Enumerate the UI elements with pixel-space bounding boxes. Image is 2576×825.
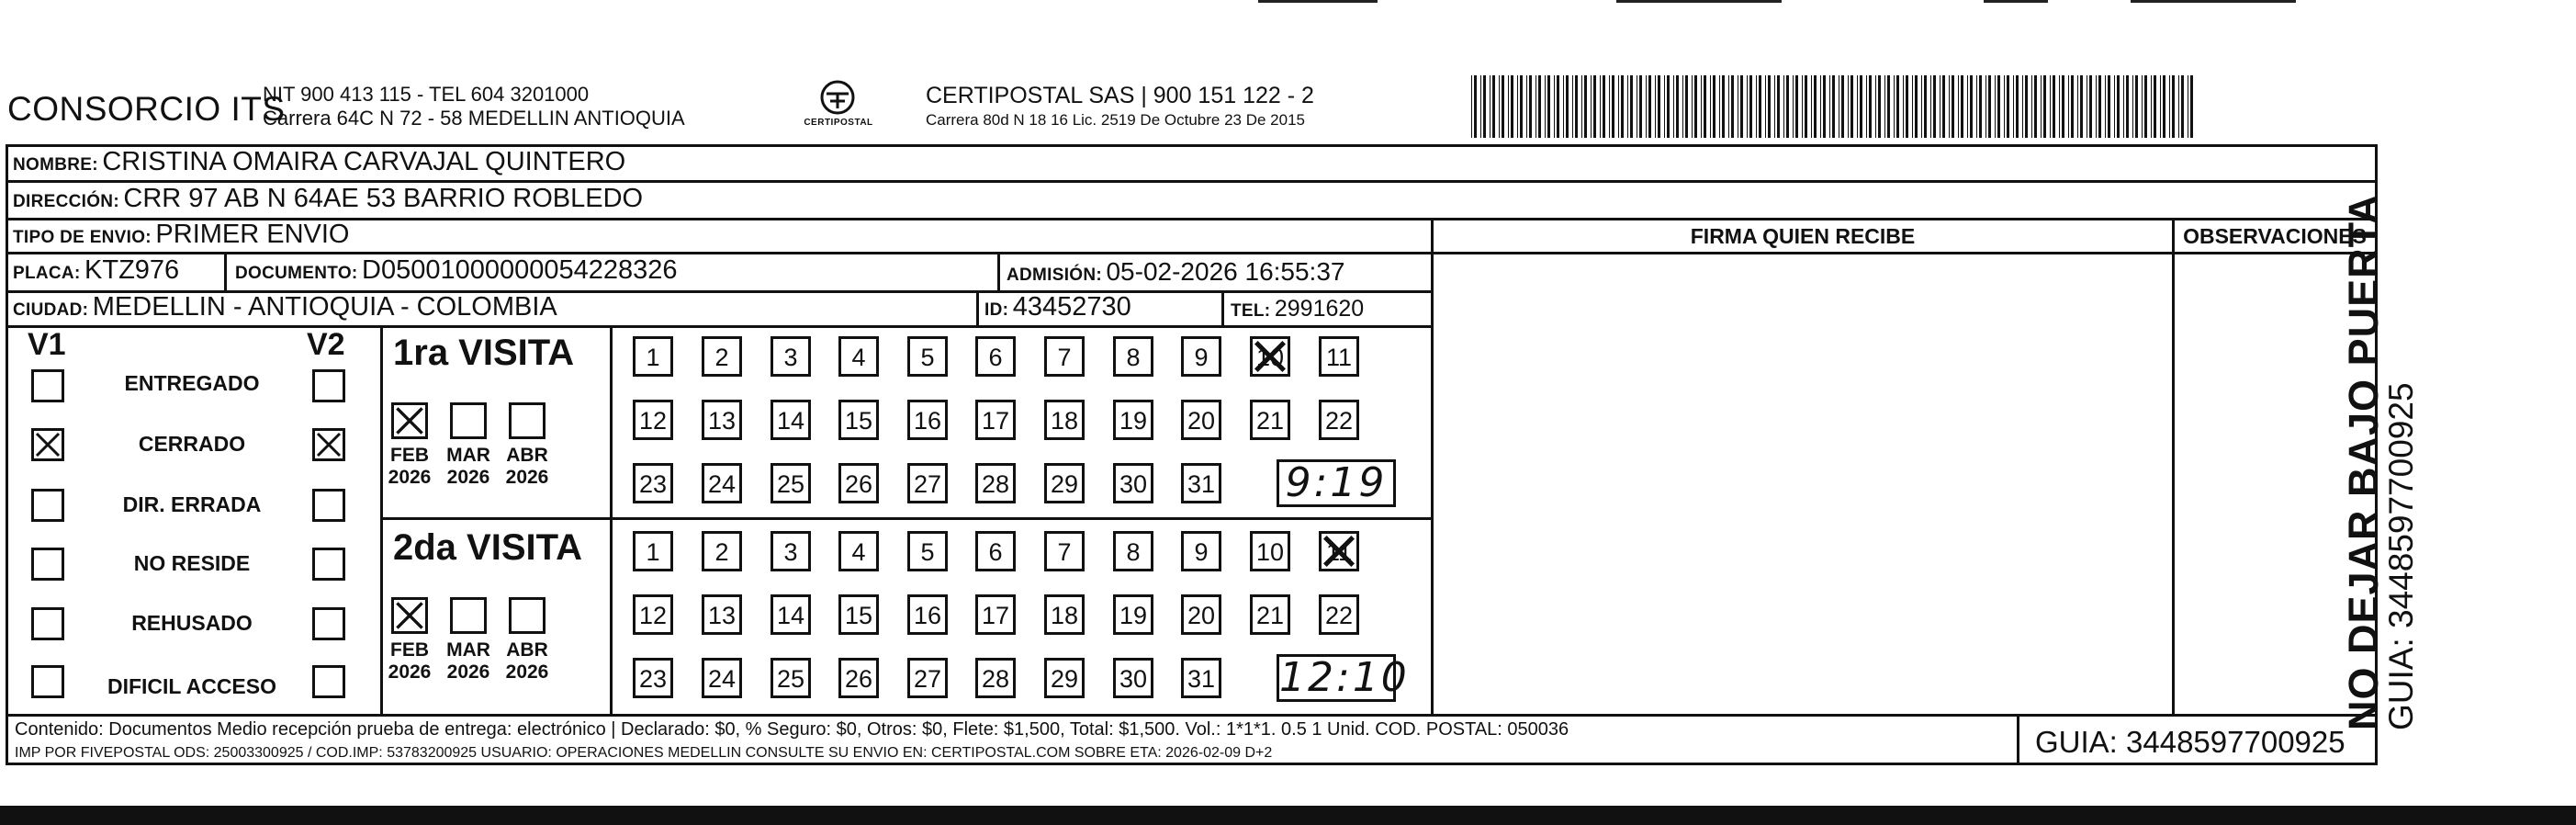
day-number: 19	[1119, 407, 1148, 435]
scan-edge	[0, 806, 2576, 825]
day-box[interactable]	[771, 658, 811, 698]
tel-value: 2991620	[1274, 296, 1365, 322]
day-number: 1	[646, 344, 660, 371]
day-number: 15	[844, 602, 873, 629]
day-number: 31	[1187, 665, 1216, 693]
handwritten-time: 9:19	[1285, 459, 1388, 506]
month-label	[500, 639, 555, 684]
day-number: 10	[1255, 538, 1285, 566]
v2-checkbox[interactable]	[312, 548, 345, 581]
day-number: 14	[776, 602, 805, 629]
day-number: 28	[981, 665, 1010, 693]
day-number: 13	[707, 407, 737, 435]
day-number: 8	[1126, 344, 1141, 371]
documento-label: DOCUMENTO:	[235, 264, 358, 283]
day-box[interactable]	[702, 463, 742, 503]
month-name: FEB	[390, 639, 429, 661]
day-box[interactable]	[633, 463, 673, 503]
v2-checkbox[interactable]	[312, 665, 345, 698]
day-box[interactable]	[1319, 400, 1359, 440]
day-box[interactable]	[907, 400, 948, 440]
firma-header: FIRMA QUIEN RECIBE	[1690, 224, 1916, 248]
v1-checkbox[interactable]	[31, 548, 64, 581]
day-box[interactable]	[702, 531, 742, 571]
day-box[interactable]	[1044, 658, 1085, 698]
day-box[interactable]	[1044, 336, 1085, 377]
x-mark-icon	[1253, 339, 1288, 374]
month-name: MAR	[446, 445, 490, 466]
status-label: REHUSADO	[131, 611, 253, 635]
v1-checkbox[interactable]	[31, 665, 64, 698]
day-number: 29	[1050, 665, 1079, 693]
day-box[interactable]	[975, 658, 1016, 698]
scan-line	[2131, 0, 2296, 3]
v2-checkbox[interactable]	[312, 369, 345, 402]
status-label: DIR. ERRADA	[122, 492, 262, 516]
day-number: 7	[1057, 538, 1072, 566]
day-box[interactable]	[838, 594, 879, 635]
month-label	[441, 445, 496, 489]
day-box[interactable]	[1181, 531, 1221, 571]
month-year: 2026	[505, 661, 549, 683]
x-mark-icon	[34, 431, 62, 458]
day-number: 23	[638, 470, 668, 498]
day-box[interactable]	[1044, 400, 1085, 440]
footer-guia: GUIA: 3448597700925	[2035, 725, 2345, 759]
admision-cell	[1007, 257, 1344, 287]
day-box[interactable]	[1250, 400, 1290, 440]
ciudad-cell	[13, 292, 557, 322]
day-number: 2	[714, 538, 729, 566]
carrier-license: Carrera 80d N 18 16 Lic. 2519 De Octubre 23 De 2015	[926, 111, 1305, 129]
day-number: 16	[913, 602, 942, 629]
carrier-name: CERTIPOSTAL SAS | 900 151 122 - 2	[926, 83, 1314, 108]
day-box[interactable]	[771, 594, 811, 635]
status-label: NO RESIDE	[133, 551, 251, 575]
day-box[interactable]	[1113, 336, 1153, 377]
day-number: 11	[1325, 344, 1353, 371]
day-box[interactable]	[1181, 658, 1221, 698]
day-box[interactable]	[1319, 594, 1359, 635]
id-label: ID:	[984, 300, 1009, 320]
status-label: DIFICIL ACCESO	[107, 674, 276, 698]
month-year: 2026	[446, 661, 490, 683]
day-box[interactable]	[907, 594, 948, 635]
month-checkbox[interactable]	[391, 597, 428, 634]
day-box[interactable]	[633, 336, 673, 377]
day-box[interactable]	[633, 531, 673, 571]
day-number: 10	[1255, 344, 1285, 371]
day-box[interactable]	[975, 594, 1016, 635]
v1-label: V1	[28, 327, 66, 362]
day-number: 15	[844, 407, 873, 435]
month-checkbox[interactable]	[509, 597, 546, 634]
day-number: 21	[1255, 407, 1285, 435]
day-box[interactable]	[702, 336, 742, 377]
x-mark-icon	[394, 600, 425, 631]
day-box[interactable]	[1181, 594, 1221, 635]
id-value: 43452730	[1012, 292, 1131, 322]
month-name: ABR	[506, 639, 548, 661]
day-box[interactable]	[1113, 400, 1153, 440]
direccion-row	[13, 184, 643, 214]
direccion-value: CRR 97 AB N 64AE 53 BARRIO ROBLEDO	[123, 184, 644, 213]
day-number: 4	[851, 344, 866, 371]
direccion-label: DIRECCIÓN:	[13, 192, 119, 211]
day-number: 3	[783, 538, 798, 566]
time-box[interactable]	[1277, 459, 1396, 507]
month-label	[382, 639, 437, 684]
day-box[interactable]	[771, 400, 811, 440]
day-number: 9	[1194, 344, 1209, 371]
v1-checkbox[interactable]	[31, 369, 64, 402]
day-number: 27	[913, 665, 942, 693]
month-label	[441, 639, 496, 684]
tipo-value: PRIMER ENVIO	[155, 220, 350, 249]
day-box[interactable]	[1250, 336, 1290, 377]
day-number: 5	[920, 344, 935, 371]
status-label: CERRADO	[138, 432, 246, 456]
day-number: 25	[776, 470, 805, 498]
logo-text: CERTIPOSTAL	[804, 118, 873, 128]
day-number: 19	[1119, 602, 1148, 629]
content-line: Contenido: Documentos Medio recepción prueba de entrega: electrónico | Declarado: $0, % Seguro: $0, Otros: $0, Flete: $1,500, Total: $1,500. Vol.: 1*1*1. 0.5 1 Unid. COD. POSTAL: 050036	[15, 719, 1569, 740]
day-number: 5	[920, 538, 935, 566]
month-checkbox[interactable]	[450, 402, 487, 439]
day-number: 22	[1324, 407, 1354, 435]
day-number: 30	[1119, 665, 1148, 693]
day-number: 18	[1050, 407, 1079, 435]
tel-label: TEL:	[1231, 301, 1271, 321]
day-number: 26	[844, 665, 873, 693]
admision-value: 05-02-2026 16:55:37	[1106, 257, 1345, 286]
day-number: 12	[638, 407, 668, 435]
day-number: 30	[1119, 470, 1148, 498]
day-number: 24	[707, 665, 737, 693]
day-number: 13	[707, 602, 737, 629]
v1-checkbox[interactable]	[31, 489, 64, 522]
day-box[interactable]	[771, 531, 811, 571]
day-number: 1	[646, 538, 660, 566]
tipo-row	[13, 220, 350, 250]
v2-checkbox[interactable]	[312, 489, 345, 522]
day-box[interactable]	[771, 463, 811, 503]
visit-title: 1ra VISITA	[393, 333, 575, 373]
day-number: 7	[1057, 344, 1072, 371]
month-label	[500, 445, 555, 489]
day-number: 24	[707, 470, 737, 498]
day-number: 29	[1050, 470, 1079, 498]
day-box[interactable]	[907, 336, 948, 377]
day-box[interactable]	[838, 531, 879, 571]
month-name: MAR	[446, 639, 490, 661]
day-box[interactable]	[907, 658, 948, 698]
day-box[interactable]	[1044, 531, 1085, 571]
time-box[interactable]	[1277, 654, 1410, 702]
day-box[interactable]	[702, 400, 742, 440]
side-notice	[2340, 194, 2421, 730]
day-box[interactable]	[1181, 400, 1221, 440]
day-number: 28	[981, 470, 1010, 498]
day-number: 4	[851, 538, 866, 566]
day-box[interactable]	[975, 336, 1016, 377]
day-number: 20	[1187, 602, 1216, 629]
month-name: FEB	[390, 445, 429, 466]
placa-label: PLACA:	[13, 264, 81, 283]
day-number: 17	[981, 602, 1010, 629]
v2-label: V2	[307, 327, 345, 362]
day-box[interactable]	[838, 400, 879, 440]
tel-cell	[1231, 296, 1364, 322]
scan-line	[1258, 0, 1378, 3]
day-box[interactable]	[633, 658, 673, 698]
day-number: 3	[783, 344, 798, 371]
day-number: 8	[1126, 538, 1141, 566]
day-number: 23	[638, 665, 668, 693]
day-box[interactable]	[1181, 336, 1221, 377]
day-number: 25	[776, 665, 805, 693]
placa-value: KTZ976	[84, 255, 180, 285]
month-year: 2026	[388, 661, 432, 683]
month-checkbox[interactable]	[391, 402, 428, 439]
day-box[interactable]	[1319, 336, 1359, 377]
month-year: 2026	[446, 467, 490, 488]
v2-checkbox[interactable]	[312, 428, 345, 461]
ciudad-label: CIUDAD:	[13, 300, 89, 320]
day-box[interactable]	[771, 336, 811, 377]
day-box[interactable]	[838, 463, 879, 503]
month-checkbox[interactable]	[509, 402, 546, 439]
side-guia: GUIA: 3448597700925	[2382, 382, 2420, 730]
day-box[interactable]	[975, 463, 1016, 503]
day-box[interactable]	[907, 531, 948, 571]
placa-cell	[13, 255, 179, 286]
month-name: ABR	[506, 445, 548, 466]
day-number: 27	[913, 470, 942, 498]
ciudad-value: MEDELLIN - ANTIOQUIA - COLOMBIA	[92, 292, 557, 322]
month-year: 2026	[505, 467, 549, 488]
x-mark-icon	[1322, 534, 1356, 569]
day-box[interactable]	[1250, 531, 1290, 571]
month-label	[382, 445, 437, 489]
handwritten-time: 12:10	[1279, 654, 1410, 701]
day-box[interactable]	[838, 336, 879, 377]
x-mark-icon	[394, 405, 425, 436]
v2-checkbox[interactable]	[312, 607, 345, 640]
nombre-value: CRISTINA OMAIRA CARVAJAL QUINTERO	[102, 147, 626, 176]
day-number: 9	[1194, 538, 1209, 566]
day-box[interactable]	[1113, 463, 1153, 503]
scan-line	[1616, 0, 1782, 3]
day-number: 2	[714, 344, 729, 371]
v1-checkbox[interactable]	[31, 607, 64, 640]
v1-checkbox[interactable]	[31, 428, 64, 461]
day-box[interactable]	[1044, 594, 1085, 635]
day-number: 17	[981, 407, 1010, 435]
visit-title: 2da VISITA	[393, 527, 582, 568]
documento-value: D05001000000054228326	[362, 255, 678, 285]
day-box[interactable]	[1113, 658, 1153, 698]
day-number: 31	[1187, 470, 1216, 498]
admision-label: ADMISIÓN:	[1007, 266, 1103, 285]
company-name: CONSORCIO ITS	[7, 90, 286, 128]
day-box[interactable]	[1319, 531, 1359, 571]
id-cell	[984, 292, 1131, 322]
day-box[interactable]	[1250, 594, 1290, 635]
side-warning: NO DEJAR BAJO PUERTA	[2340, 193, 2387, 730]
day-number: 11	[1325, 538, 1353, 566]
day-number: 16	[913, 407, 942, 435]
status-label: ENTREGADO	[124, 371, 260, 395]
day-box[interactable]	[975, 400, 1016, 440]
x-mark-icon	[315, 431, 343, 458]
day-box[interactable]	[1113, 531, 1153, 571]
day-number: 26	[844, 470, 873, 498]
day-box[interactable]	[702, 658, 742, 698]
day-box[interactable]	[633, 400, 673, 440]
day-box[interactable]	[975, 531, 1016, 571]
imp-line: IMP POR FIVEPOSTAL ODS: 25003300925 / COD.IMP: 53783200925 USUARIO: OPERACIONES MEDELLIN CONSULTE SU ENVIO EN: CERTIPOSTAL.COM SOBRE ETA: 2026-02-09 D+2	[15, 745, 1273, 761]
day-box[interactable]	[1181, 463, 1221, 503]
nombre-label: NOMBRE:	[13, 155, 98, 175]
day-number: 21	[1255, 602, 1285, 629]
day-number: 12	[638, 602, 668, 629]
day-number: 14	[776, 407, 805, 435]
month-checkbox[interactable]	[450, 597, 487, 634]
day-number: 6	[988, 538, 1003, 566]
day-number: 18	[1050, 602, 1079, 629]
day-box[interactable]	[838, 658, 879, 698]
day-box[interactable]	[633, 594, 673, 635]
day-box[interactable]	[1113, 594, 1153, 635]
day-box[interactable]	[1044, 463, 1085, 503]
documento-cell	[235, 255, 678, 286]
day-number: 20	[1187, 407, 1216, 435]
nombre-row	[13, 147, 625, 177]
day-box[interactable]	[702, 594, 742, 635]
scan-line	[1984, 0, 2048, 3]
observaciones-header: OBSERVACIONES	[2183, 224, 2367, 248]
day-box[interactable]	[907, 463, 948, 503]
month-year: 2026	[388, 467, 432, 488]
barcode	[1471, 75, 2197, 138]
company-address: Carrera 64C N 72 - 58 MEDELLIN ANTIOQUIA	[263, 107, 685, 130]
tipo-label: TIPO DE ENVIO:	[13, 228, 152, 247]
company-nit: NIT 900 413 115 - TEL 604 3201000	[263, 83, 590, 106]
day-number: 22	[1324, 602, 1354, 629]
day-number: 6	[988, 344, 1003, 371]
